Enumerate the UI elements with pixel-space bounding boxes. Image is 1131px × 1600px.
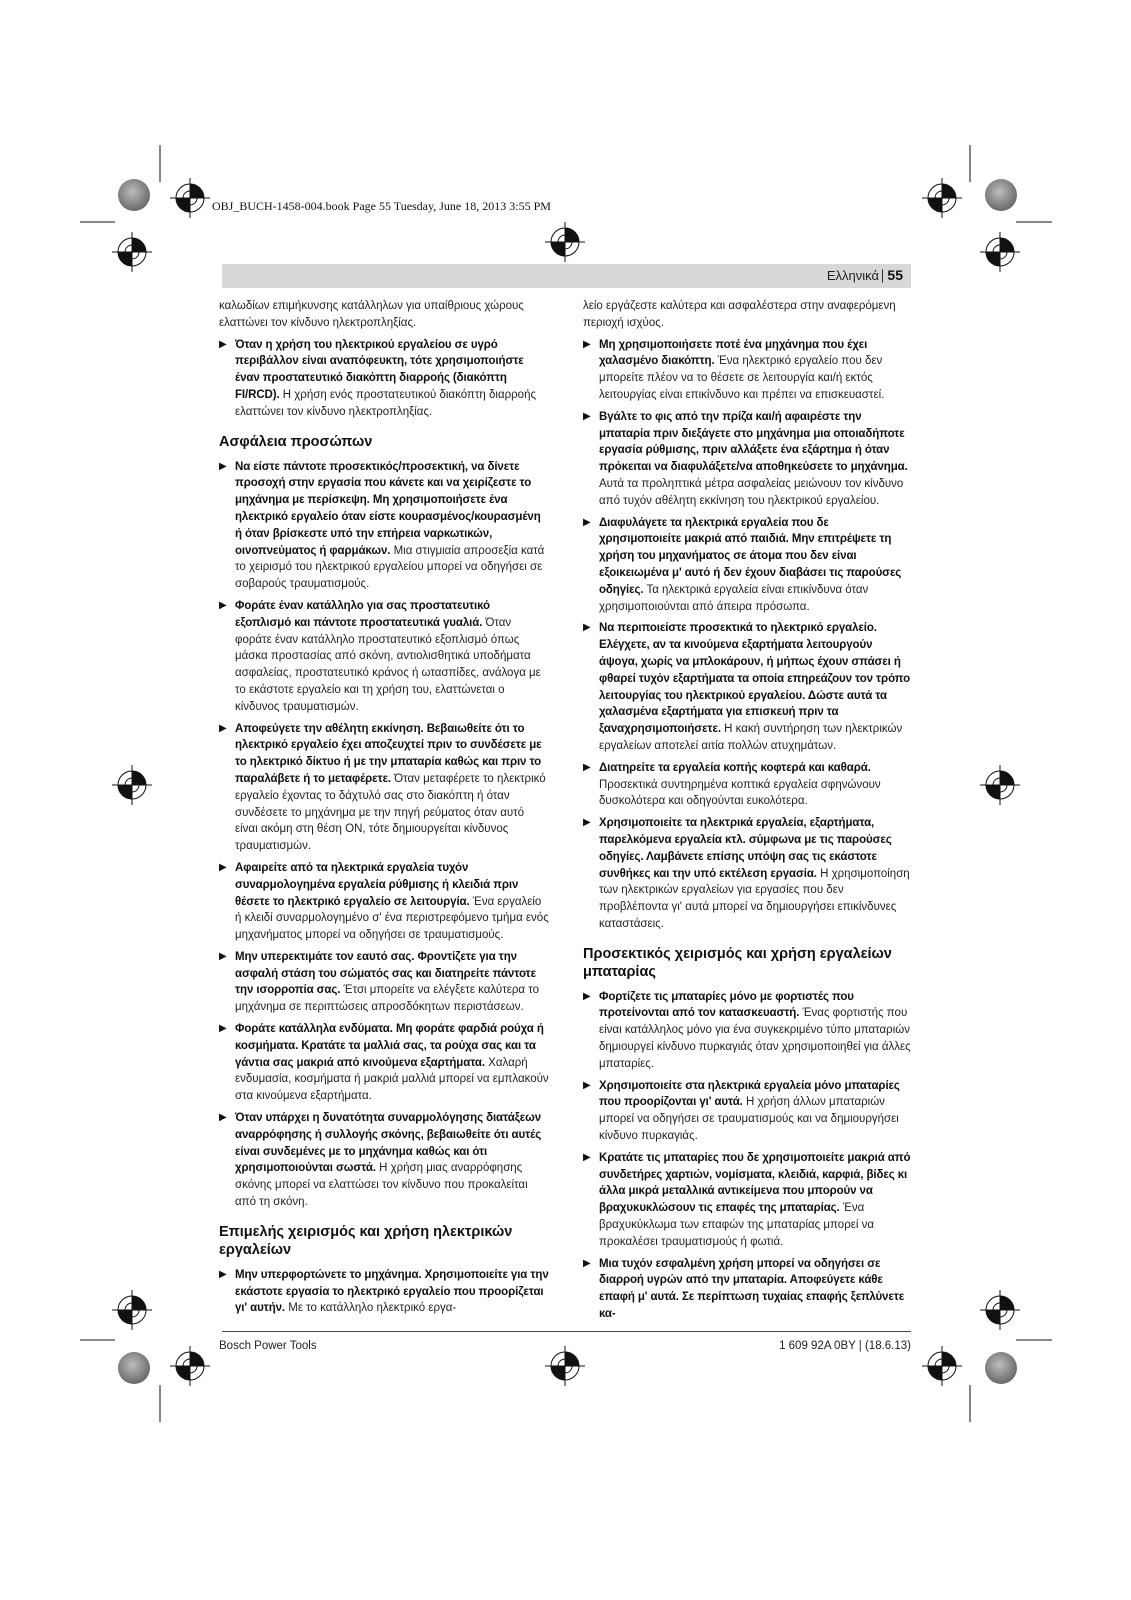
triangle-bullet-icon: ▶: [583, 622, 591, 634]
header-separator: [882, 269, 883, 283]
triangle-bullet-icon: ▶: [583, 761, 591, 773]
safety-instruction-item: [583, 515, 913, 616]
instruction-explanation-text: Η χρήση μιας αναρρόφησης σκόνης μπορεί να ελαττώσει τον κίνδυνο που προκαλείται από τη σκόνη.: [235, 1162, 528, 1209]
instruction-explanation-text: Ένα εργαλείο ή κλειδί συναρμολογημένο σ' ένα περιστρεφόμενο τμήμα ενός μηχανήματος μπορεί να οδηγήσει σε τραυματισμούς.: [235, 895, 549, 942]
section-heading: Ασφάλεια προσώπων: [219, 433, 373, 450]
instruction-bold-text: Κρατάτε τις μπαταρίες που δε χρησιμοποιείτε μακριά από συνδετήρες χαρτιών, νομίσματα, κλειδιά, καρφιά, βίδες κι άλλα μικρά μεταλλικά αντικείμενα που μπορούν να βραχυκυκλώσουν τις επαφές της μπαταρίας.: [599, 1151, 911, 1215]
instruction-bold-text: Φοράτε κατάλληλα ενδύματα. Μη φοράτε φαρδιά ρούχα ή κοσμήματα. Κρατάτε τα μαλλιά σας, τα ρούχα σας και τα γάντια σας μακριά από κινούμενα εξαρτήματα.: [235, 1023, 544, 1069]
triangle-bullet-icon: ▶: [583, 1151, 591, 1163]
safety-instruction-item: [583, 989, 913, 1073]
instruction-explanation-text: Όταν μεταφέρετε το ηλεκτρικό εργαλείο έχοντας το δάχτυλό σας στο διακόπτη ή όταν συνδέσετε το μηχάνημα με την πηγή ρεύματος όταν αυτό είναι ακόμη στη θέση ON, τότε δημιουργείται κίνδυνος τραυματισμών.: [235, 772, 546, 853]
instruction-bold-text: Μια τυχόν εσφαλμένη χρήση μπορεί να οδηγήσει σε διαρροή υγρών από την μπαταρία. Αποφεύγετε κάθε επαφή μ' αυτά. Σε περίπτωση τυχαίας επαφής ξεπλύνετε κα-: [599, 1257, 905, 1321]
triangle-bullet-icon: ▶: [219, 1268, 227, 1280]
triangle-bullet-icon: ▶: [219, 460, 227, 472]
triangle-bullet-icon: ▶: [583, 516, 591, 528]
triangle-bullet-icon: ▶: [219, 950, 227, 962]
safety-instruction-item: [583, 409, 913, 510]
book-file-header: OBJ_BUCH-1458-004.book Page 55 Tuesday, June 18, 2013 3:55 PM: [212, 199, 551, 213]
safety-instruction-item: [219, 459, 549, 593]
instruction-bold-text: Διατηρείτε τα εργαλεία κοπής κοφτερά και καθαρά.: [599, 761, 871, 774]
safety-instruction-item: [219, 721, 549, 855]
instruction-bold-text: Όταν η χρήση του ηλεκτρικού εργαλείου σε υγρό περιβάλλον είναι αναπόφευκτη, τότε χρησιμοποιήστε έναν προστατευτικό διακόπτη διαρροής (διακόπτη FI/RCD).: [235, 338, 524, 401]
page-header-bar: [222, 264, 911, 288]
triangle-bullet-icon: ▶: [583, 410, 591, 422]
triangle-bullet-icon: ▶: [219, 1023, 227, 1035]
instruction-explanation-text: Όταν φοράτε έναν κατάλληλο προστατευτικό εξοπλισμό όπως μάσκα προστασίας από σκόνη, αντιολισθητικά υποδήματα ασφαλείας, προστατευτικό κράνος ή ωτασπίδες, ανάλογα με το εκάστοτε εργαλείο και τη χρήση του, ελαττώνεται ο κίνδυνος τραυματισμών.: [235, 616, 541, 713]
instruction-bold-text: Βγάλτε το φις από την πρίζα και/ή αφαιρέστε την μπαταρία πριν διεξάγετε στο μηχάνημα μια οποιαδήποτε εργασία ρύθμισης, πριν αλλάξετε ένα εξάρτημα ή όταν πρόκειται να διαφυλάξετε/να αποθηκεύσετε το μηχάνημα.: [599, 410, 908, 474]
triangle-bullet-icon: ▶: [583, 1079, 591, 1091]
instruction-bold-text: Χρησιμοποιείτε στα ηλεκτρικά εργαλεία μόνο μπαταρίες που προορίζονται γι' αυτά.: [599, 1079, 900, 1109]
instruction-explanation-text: Ένα ηλεκτρικό εργαλείο που δεν μπορείτε πλέον να το θέσετε σε λειτουργία και/ή εκτός λειτουργίας είναι επικίνδυνο και πρέπει να επισκευαστεί.: [599, 355, 885, 401]
safety-instruction-item: [583, 1078, 913, 1145]
footer-brand: Bosch Power Tools: [219, 1340, 317, 1352]
footer-rule: [222, 1331, 911, 1332]
instruction-bold-text: Μην υπερφορτώνετε το μηχάνημα. Χρησιμοποιείτε για την εκάστοτε εργασία το ηλεκτρικό εργαλείο που προορίζεται γι' αυτήν.: [235, 1268, 549, 1315]
triangle-bullet-icon: ▶: [219, 599, 227, 611]
safety-instruction-item: [583, 1150, 913, 1251]
instruction-explanation-text: Με το κατάλληλο ηλεκτρικό εργα-: [285, 1302, 457, 1315]
instruction-bold-text: Να περιποιείστε προσεκτικά το ηλεκτρικό εργαλείο. Ελέγχετε, αν τα κινούμενα εξαρτήματα λειτουργούν άψογα, χωρίς να μπλοκάρουν, ή μήπως έχουν σπάσει ή φθαρεί τυχόν εξαρτήματα τα οποία επηρεάζουν τον τρόπο λειτουργίας του ηλεκτρικού εργαλείου. Δώστε αυτά τα χαλασμένα εξαρτήματα για επισκευή πριν τα ξαναχρησιμοποιήσετε.: [599, 622, 910, 736]
page-number: 55: [887, 267, 903, 283]
language-label: Ελληνικά: [826, 268, 879, 283]
triangle-bullet-icon: ▶: [219, 1112, 227, 1124]
safety-instruction-item: [219, 337, 549, 421]
paragraph: καλωδίων επιμήκυνσης κατάλληλων για υπαίθριους χώρους ελαττώνει τον κίνδυνο ηλεκτροπληξίας.: [219, 300, 524, 329]
left-column: [219, 298, 549, 1322]
safety-instruction-item: [583, 620, 913, 754]
instruction-explanation-text: Προσεκτικά συντηρημένα κοπτικά εργαλεία σφηνώνουν δυσκολότερα και οδηγούνται ευκολότερα.: [599, 778, 881, 808]
triangle-bullet-icon: ▶: [583, 1257, 591, 1269]
instruction-bold-text: Όταν υπάρχει η δυνατότητα συναρμολόγησης διατάξεων αναρρόφησης ή συλλογής σκόνης, βεβαιωθείτε ότι αυτές είναι συνδεμένες με το μηχάνημα καθώς και ότι χρησιμοποιούνται σωστά.: [235, 1112, 542, 1175]
instruction-explanation-text: Μια στιγμιαία απροσεξία κατά το χειρισμό του ηλεκτρικού εργαλείου μπορεί να οδηγήσει σε σοβαρούς τραυματισμούς.: [235, 544, 545, 591]
instruction-explanation-text: Χαλαρή ενδυμασία, κοσμήματα ή μακριά μαλλιά μπορεί να εμπλακούν στα κινούμενα εξαρτήματα.: [235, 1056, 549, 1103]
instruction-explanation-text: Ένα βραχυκύκλωμα των επαφών της μπαταρίας μπορεί να προκαλέσει τραυματισμούς ή φωτιά.: [599, 1202, 875, 1248]
triangle-bullet-icon: ▶: [219, 338, 227, 350]
triangle-bullet-icon: ▶: [583, 817, 591, 829]
instruction-bold-text: Αποφεύγετε την αθέλητη εκκίνηση. Βεβαιωθείτε ότι το ηλεκτρικό εργαλείο έχει αποζευχτεί πριν το συνδέσετε με το ηλεκτρικό δίκτυο ή με την μπαταρία καθώς και πριν το παραλάβετε ή το μεταφέρετε.: [235, 722, 542, 785]
section-heading: Προσεκτικός χειρισμός και χρήση εργαλείων μπαταρίας: [583, 945, 892, 980]
instruction-bold-text: Αφαιρείτε από τα ηλεκτρικά εργαλεία τυχόν συναρμολογημένα εργαλεία ρύθμισης ή κλειδιά πριν θέσετε το ηλεκτρικό εργαλείο σε λειτουργία.: [235, 861, 519, 908]
triangle-bullet-icon: ▶: [583, 338, 591, 350]
footer-doc-code: 1 609 92A 0BY | (18.6.13): [779, 1340, 911, 1352]
instruction-explanation-text: Η χρησιμοποίηση των ηλεκτρικών εργαλείων για εργασίες που δεν προβλέποντα γι' αυτά μπορεί να δημιουργήσει επικίνδυνες καταστάσεις.: [599, 867, 910, 930]
triangle-bullet-icon: ▶: [219, 722, 227, 734]
instruction-bold-text: Φορτίζετε τις μπαταρίες μόνο με φορτιστές που προτείνονται από τον κατασκευαστή.: [599, 990, 854, 1020]
section-heading: Επιμελής χειρισμός και χρήση ηλεκτρικών εργαλείων: [219, 1223, 513, 1258]
instruction-explanation-text: Ένας φορτιστής που είναι κατάλληλος μόνο για ένα συγκεκριμένο τύπο μπαταριών δημιουργεί κίνδυνο πυρκαγιάς όταν χρησιμοποιηθεί για άλλες μπαταρίες.: [599, 1007, 911, 1070]
safety-instruction-item: [219, 1267, 549, 1317]
instruction-bold-text: Διαφυλάγετε τα ηλεκτρικά εργαλεία που δε χρησιμοποιείτε μακριά από παιδιά. Μην επιτρέψετε τη χρήση του μηχανήματος σε άτομα που δεν είναι εξοικειωμένα μ' αυτό ή δεν έχουν διαβάσει τις παρούσες οδηγίες.: [599, 516, 902, 596]
instruction-explanation-text: Η κακή συντήρηση των ηλεκτρικών εργαλείων αποτελεί αιτία πολλών ατυχημάτων.: [599, 723, 903, 752]
instruction-bold-text: Μην υπερεκτιμάτε τον εαυτό σας. Φροντίζετε για την ασφαλή στάση του σώματός σας και διατηρείτε πάντοτε την ισορροπία σας.: [235, 950, 536, 997]
right-column: [583, 298, 913, 1328]
instruction-explanation-text: Η χρήση άλλων μπαταριών μπορεί να οδηγήσει σε τραυματισμούς και να δημιουργήσει κίνδυνο πυρκαγιάς.: [599, 1096, 899, 1143]
instruction-explanation-text: Η χρήση ενός προστατευτικού διακόπτη διαρροής ελαττώνει τον κίνδυνο ηλεκτροπληξίας.: [235, 388, 537, 418]
safety-instruction-item: [219, 598, 549, 716]
safety-instruction-item: [583, 1256, 913, 1323]
safety-instruction-item: [583, 815, 913, 933]
instruction-explanation-text: Αυτά τα προληπτικά μέτρα ασφαλείας μειώνουν τον κίνδυνο από τυχόν αθέλητη εκκίνηση του ηλεκτρικού εργαλείου.: [599, 477, 904, 507]
safety-instruction-item: [219, 860, 549, 944]
instruction-bold-text: Χρησιμοποιείτε τα ηλεκτρικά εργαλεία, εξαρτήματα, παρελκόμενα εργαλεία κτλ. σύμφωνα με τις παρούσες οδηγίες. Λαμβάνετε επίσης υπόψη σας τις εκάστοτε συνθήκες και την υπό εκτέλεση εργασία.: [599, 817, 892, 880]
safety-instruction-item: [219, 1021, 549, 1105]
safety-instruction-item: [583, 760, 913, 810]
triangle-bullet-icon: ▶: [583, 990, 591, 1002]
instruction-explanation-text: Έτσι μπορείτε να ελέγξετε καλύτερα το μηχάνημα σε περιπτώσεις απροσδόκητων περιστάσεων.: [235, 984, 540, 1014]
safety-instruction-item: [219, 1110, 549, 1211]
instruction-bold-text: Να είστε πάντοτε προσεκτικός/προσεκτική, να δίνετε προσοχή στην εργασία που κάνετε και να χειρίζεστε το μηχάνημα με περίσκεψη. Μη χρησιμοποιήσετε ένα ηλεκτρικό εργαλείο όταν είστε κουρασμένος/κουρασμένη ή όταν βρίσκεστε υπό την επήρεια ναρκωτικών, οινοπνεύματος ή φαρμάκων.: [235, 460, 541, 557]
safety-instruction-item: [219, 949, 549, 1016]
safety-instruction-item: [583, 337, 913, 404]
instruction-explanation-text: Τα ηλεκτρικά εργαλεία είναι επικίνδυνα όταν χρησιμοποιούνται από άπειρα πρόσωπα.: [599, 583, 869, 613]
paragraph: λείο εργάζεστε καλύτερα και ασφαλέστερα στην αναφερόμενη περιοχή ισχύος.: [583, 300, 896, 329]
instruction-bold-text: Μη χρησιμοποιήσετε ποτέ ένα μηχάνημα που έχει χαλασμένο διακόπτη.: [599, 338, 868, 368]
instruction-bold-text: Φοράτε έναν κατάλληλο για σας προστατευτικό εξοπλισμό και πάντοτε προστατευτικά γυαλιά.: [235, 599, 490, 629]
triangle-bullet-icon: ▶: [219, 861, 227, 873]
